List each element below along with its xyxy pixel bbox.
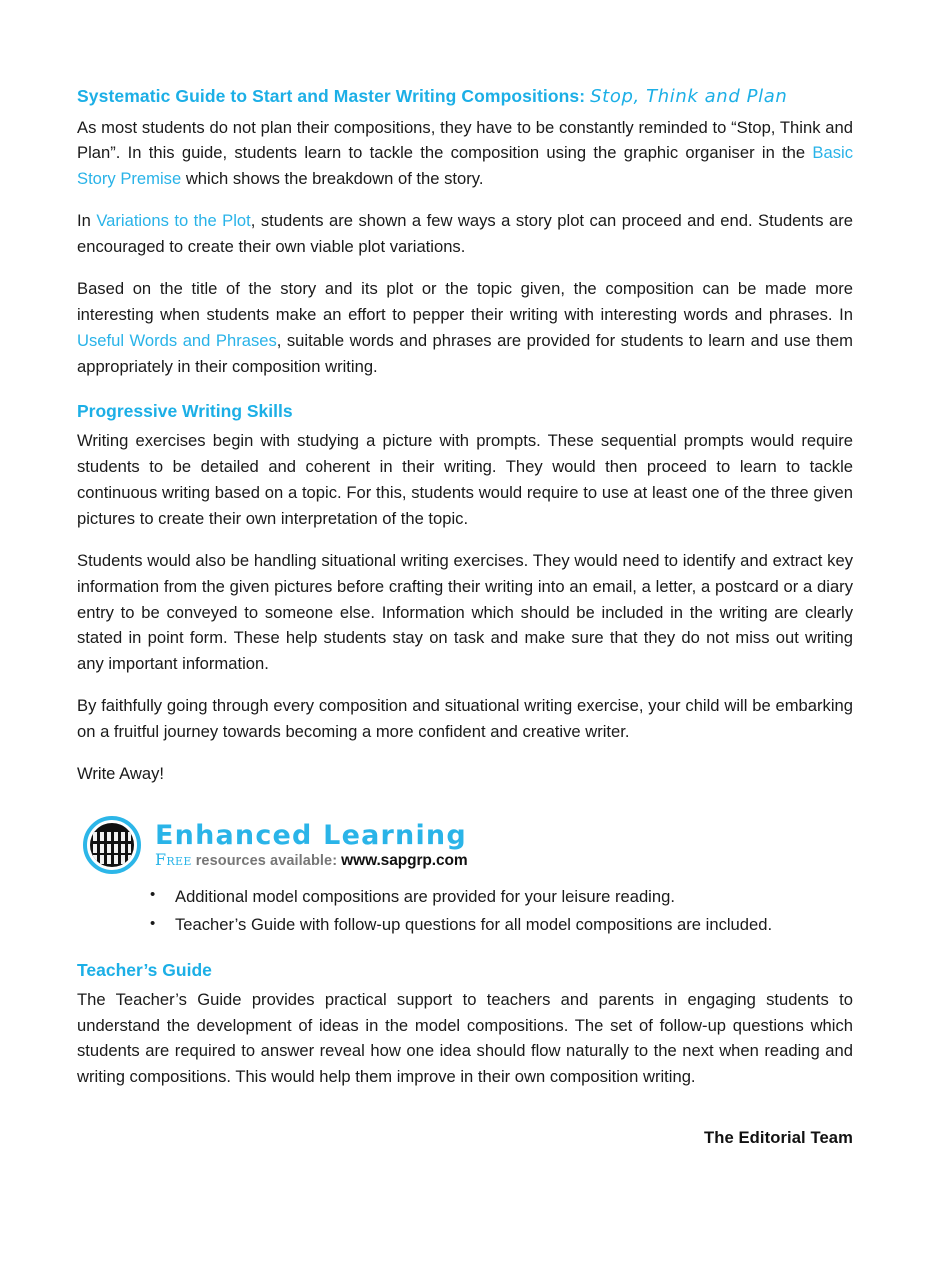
intro-paragraph-1: [77, 115, 853, 193]
teachers-guide-paragraph-1: The Teacher’s Guide provides practical support to teachers and parents in engaging students to understand the development of ideas in the model compositions. The set of follow-up questions which students are required to answer reveal how one idea should flow naturally to the next when reading and writing compositions. This would help them improve in their own composition writing.: [77, 989, 853, 1087]
intro-paragraph-2: [77, 208, 853, 260]
enhanced-learning-bullet-list: [77, 883, 853, 940]
enhanced-learning-logo: [77, 813, 853, 877]
enhanced-learning-wordmark: Enhanced Learning: [155, 819, 467, 851]
logo-disc: [90, 823, 134, 867]
enhanced-learning-text: [155, 819, 468, 869]
page-title: [77, 86, 853, 109]
intro-paragraph-1-text-a: As most students do not plan their compositions, they have to be constantly reminded to “Stop, Think and Plan”. In this guide, students learn to tackle the composition using the graphic organiser in the: [77, 117, 853, 163]
list-item: • Additional model compositions are provided for your leisure reading.: [150, 883, 853, 912]
signature-editorial-team: The Editorial Team: [703, 1128, 853, 1148]
film-strip-row: [93, 843, 131, 854]
progressive-paragraph-2: Students would also be handling situational writing exercises. They would need to identify and extract key information from the given pictures before crafting their writing into an email, a letter, a postcard or a diary entry to be conveyed to someone else. Information which should be included in the writing are clearly stated in point form. These help students stay on task and make sure that they do not miss out writing any important information.: [77, 550, 853, 674]
keyword-basic-story-premise: Basic Story Premise: [77, 143, 853, 189]
page-title-script: Stop, Think and Plan: [590, 86, 788, 107]
keyword-useful-words-and-phrases: Useful Words and Phrases: [77, 330, 277, 350]
intro-paragraph-3-text-a: Based on the title of the story and its plot or the topic given, the composition can be made more interesting when students make an effort to pepper their writing with interesting words and phrases. In: [77, 278, 853, 324]
tagline-website-url[interactable]: www.sapgrp.com: [341, 851, 468, 869]
document-content: [77, 86, 853, 1148]
progressive-paragraph-3: By faithfully going through every composition and situational writing exercise, your child will be embarking on a fruitful journey towards becoming a more confident and creative writer.: [77, 696, 853, 741]
intro-paragraph-1-text-b: which shows the breakdown of the story.: [181, 169, 484, 189]
film-reel-icon: [83, 816, 141, 874]
progressive-paragraph-4: Write Away!: [77, 763, 164, 783]
intro-paragraph-2-text-b: , students are shown a few ways a story plot can proceed and end. Students are encouraged to create their own viable plot variations.: [77, 211, 853, 256]
film-strip-row: [93, 854, 131, 865]
tagline-free-label: Free: [155, 849, 192, 869]
enhanced-learning-tagline: [155, 849, 468, 869]
section-heading-progressive-writing-skills: Progressive Writing Skills: [77, 401, 293, 422]
page-title-plain: Systematic Guide to Start and Master Writing Compositions:: [77, 86, 586, 106]
film-strip-row: [93, 831, 131, 842]
progressive-paragraph-1: Writing exercises begin with studying a picture with prompts. These sequential prompts would require students to be detailed and coherent in their writing. They would then proceed to learn to tackle continuous writing based on a topic. For this, students would require to use at least one of the three given pictures to create their own interpretation of the topic.: [77, 431, 853, 528]
intro-paragraph-3: [77, 276, 853, 380]
tagline-resources-label: resources available:: [195, 852, 338, 869]
keyword-variations-to-the-plot: Variations to the Plot: [96, 211, 251, 231]
section-heading-teachers-guide: Teacher’s Guide: [77, 959, 212, 980]
intro-paragraph-2-text-a: In: [77, 211, 97, 231]
list-item: • Teacher’s Guide with follow-up questions for all model compositions are included.: [150, 911, 853, 940]
intro-paragraph-3-text-b: , suitable words and phrases are provided for students to learn and use them appropriately in their composition writing.: [77, 330, 853, 376]
